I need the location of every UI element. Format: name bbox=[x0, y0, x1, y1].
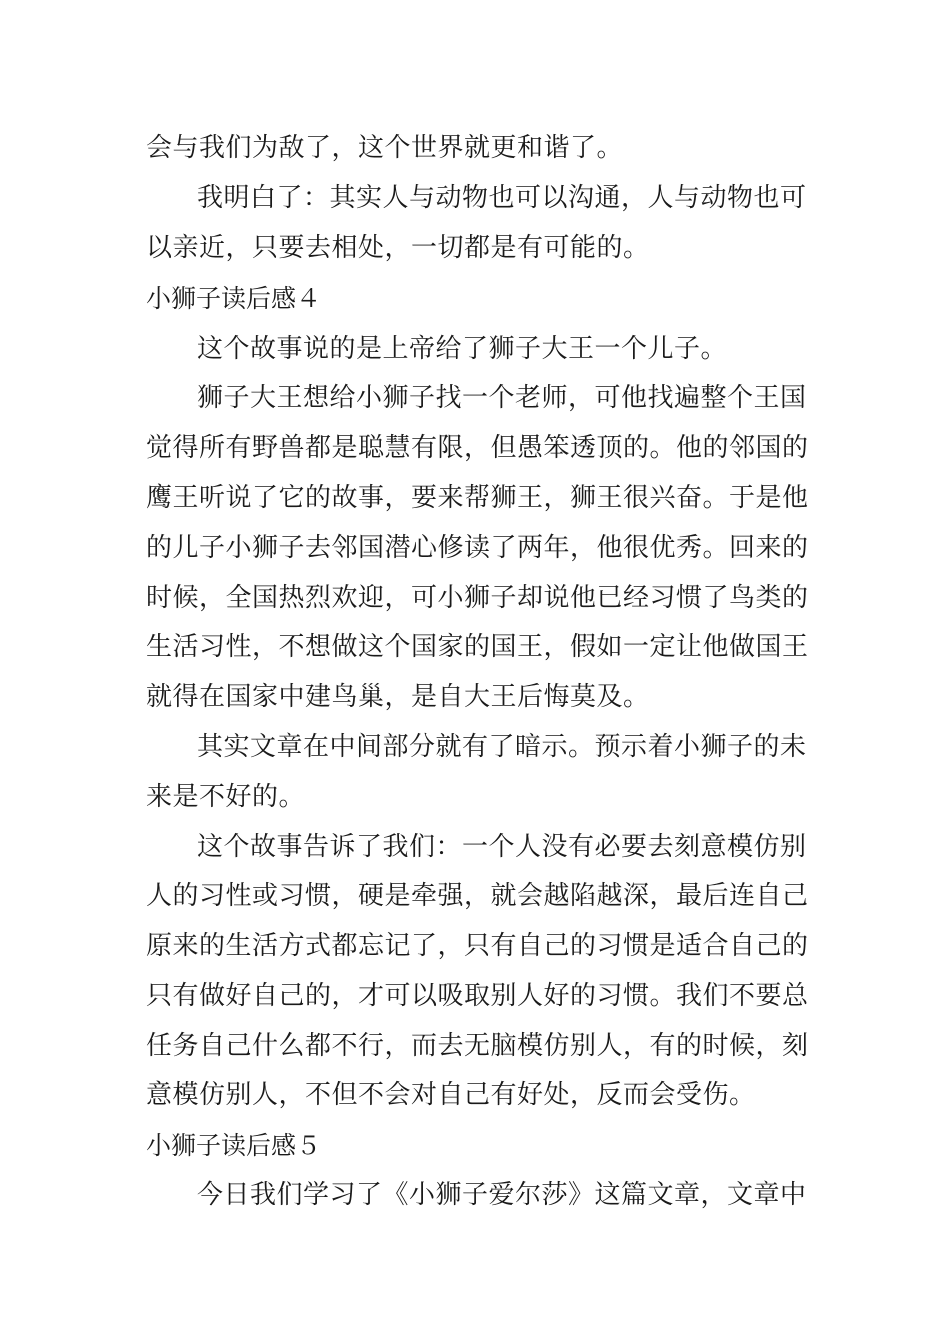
text-line: 原来的生活方式都忘记了，只有自己的习惯是适合自己的 bbox=[146, 931, 809, 961]
text-line: 人的习性或习惯，硬是牵强，就会越陷越深，最后连自己 bbox=[146, 881, 809, 911]
text-line: 的儿子小狮子去邻国潜心修读了两年，他很优秀。回来的 bbox=[146, 533, 809, 563]
section-heading: 小狮子读后感４ bbox=[146, 284, 322, 313]
text-line: 今日我们学习了《小狮子爱尔莎》这篇文章，文章中 bbox=[197, 1180, 807, 1210]
text-line: 这个故事告诉了我们：一个人没有必要去刻意模仿别 bbox=[197, 832, 807, 862]
text-line: 来是不好的。 bbox=[146, 782, 306, 812]
section-heading: 小狮子读后感５ bbox=[146, 1131, 322, 1160]
text-line: 意模仿别人，不但不会对自己有好处，反而会受伤。 bbox=[146, 1080, 756, 1110]
text-line: 时候，全国热烈欢迎，可小狮子却说他已经习惯了鸟类的 bbox=[146, 583, 809, 613]
text-line: 会与我们为敌了，这个世界就更和谐了。 bbox=[146, 133, 624, 163]
text-line: 鹰王听说了它的故事，要来帮狮王，狮王很兴奋。于是他 bbox=[146, 483, 809, 513]
text-line: 狮子大王想给小狮子找一个老师，可他找遍整个王国 bbox=[197, 383, 807, 413]
text-line: 我明白了：其实人与动物也可以沟通，人与动物也可 bbox=[197, 183, 807, 213]
text-line: 就得在国家中建鸟巢，是自大王后悔莫及。 bbox=[146, 682, 650, 712]
text-line: 其实文章在中间部分就有了暗示。预示着小狮子的未 bbox=[197, 732, 807, 762]
text-line: 以亲近，只要去相处，一切都是有可能的。 bbox=[146, 233, 650, 263]
text-line: 这个故事说的是上帝给了狮子大王一个儿子。 bbox=[197, 334, 728, 364]
text-line: 只有做好自己的，才可以吸取别人好的习惯。我们不要总 bbox=[146, 981, 809, 1011]
text-line: 生活习性，不想做这个国家的国王，假如一定让他做国王 bbox=[146, 632, 809, 662]
text-line: 任务自己什么都不行，而去无脑模仿别人，有的时候，刻 bbox=[146, 1031, 809, 1061]
text-line: 觉得所有野兽都是聪慧有限，但愚笨透顶的。他的邻国的 bbox=[146, 433, 809, 463]
